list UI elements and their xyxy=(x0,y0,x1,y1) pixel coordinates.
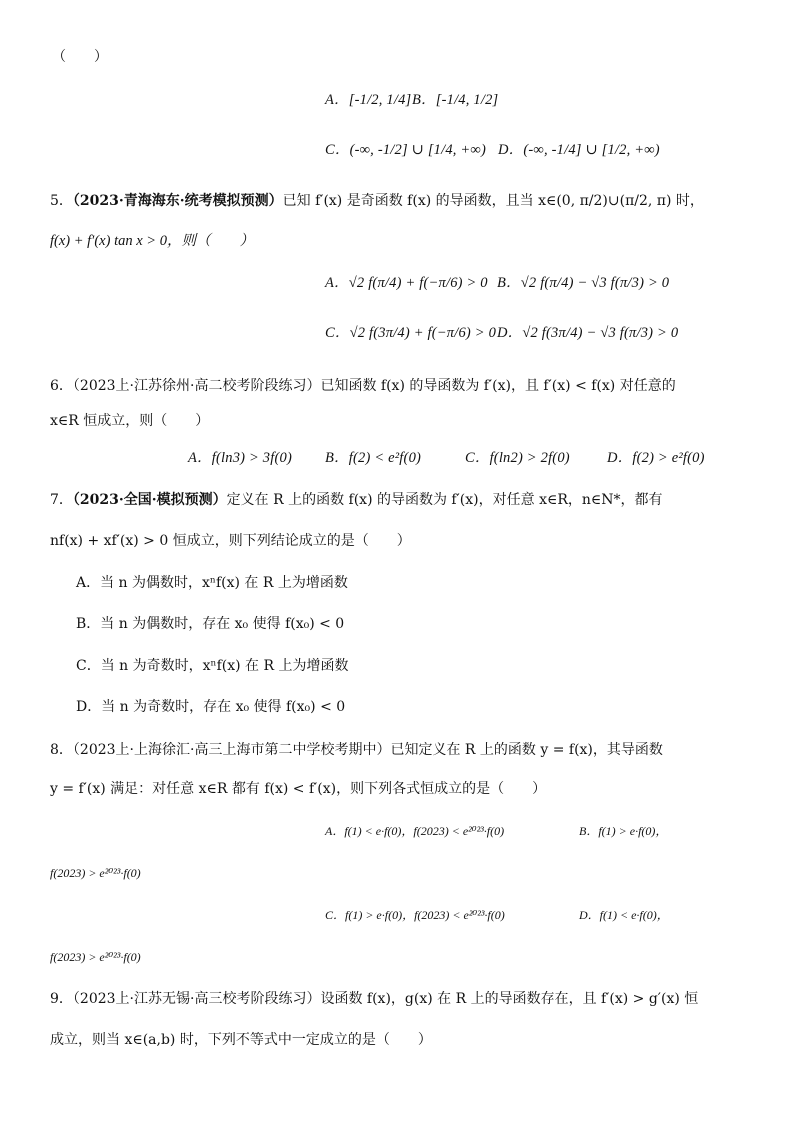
q4-option-c: C．(-∞, -1/2] ∪ [1/4, +∞) xyxy=(325,142,486,158)
q5-header xyxy=(50,191,704,211)
q7-option-b: B．当 n 为偶数时，存在 x₀ 使得 f(x₀) < 0 xyxy=(76,616,345,632)
q8-option-c: C．f(1) > e·f(0)，f(2023) < e²⁰²³·f(0) xyxy=(325,908,505,922)
q9-number: 9． xyxy=(50,991,73,1007)
q7-option-d: D．当 n 为奇数时，存在 x₀ 使得 f(x₀) < 0 xyxy=(76,699,346,715)
q9-header xyxy=(50,989,698,1009)
q5-source: （2023·青海海东·统考模拟预测） xyxy=(72,193,283,209)
q8-number: 8． xyxy=(50,742,73,758)
q6-option-b: B．f(2) < e²f(0) xyxy=(325,450,422,466)
q7-number: 7． xyxy=(50,492,73,508)
q8-option-b-continued: f(2023) > e²⁰²³·f(0) xyxy=(50,866,141,880)
q6-header xyxy=(50,376,676,396)
q5-option-d: D．√2 f(3π/4) − √3 f(π/3) > 0 xyxy=(497,325,679,341)
q7-source: （2023·全国·模拟预测） xyxy=(72,492,227,508)
q5-option-b: B．√2 f(π/4) − √3 f(π/3) > 0 xyxy=(497,275,670,291)
q9-source: （2023上·江苏无锡·高三校考阶段练习） xyxy=(72,991,321,1007)
q8-option-b: B．f(1) > e·f(0)， xyxy=(579,824,668,838)
q4-option-a: A．[-1/2, 1/4] xyxy=(325,92,412,108)
q8-option-d: D．f(1) < e·f(0)， xyxy=(579,908,669,922)
q7-option-c: C．当 n 为奇数时，xⁿf(x) 在 R 上为增函数 xyxy=(76,658,349,674)
q7-stem-2: nf(x) + xf′(x) > 0 恒成立，则下列结论成立的是（ ） xyxy=(50,533,411,549)
q6-stem-2: x∈R 恒成立，则（ ） xyxy=(50,413,210,429)
q7-stem-1: 定义在 R 上的函数 f(x) 的导函数为 f′(x)，对任意 x∈R，n∈N*，都有 xyxy=(226,492,663,508)
q5-option-c: C．√2 f(3π/4) + f(−π/6) > 0 xyxy=(325,325,497,341)
q8-stem-2: y = f′(x) 满足：对任意 x∈R 都有 f(x) < f′(x)，则下列各式恒成立的是（ ） xyxy=(50,781,547,797)
q4-answer-blank: （ ） xyxy=(52,49,108,65)
q8-option-d-continued: f(2023) > e²⁰²³·f(0) xyxy=(50,950,141,964)
q4-option-b: B．[-1/4, 1/2] xyxy=(412,92,499,108)
q4-option-d: D．(-∞, -1/4] ∪ [1/2, +∞) xyxy=(498,142,660,158)
q5-stem-2: f(x) + f′(x) tan x > 0，则（ ） xyxy=(50,233,254,249)
q8-option-a: A．f(1) < e·f(0)，f(2023) < e²⁰²³·f(0) xyxy=(325,824,505,838)
q7-header xyxy=(50,490,663,510)
q6-number: 6． xyxy=(50,378,73,394)
q8-header xyxy=(50,740,663,760)
q6-option-c: C．f(ln2) > 2f(0) xyxy=(465,450,570,466)
q7-option-a: A．当 n 为偶数时，xⁿf(x) 在 R 上为增函数 xyxy=(76,575,348,591)
q6-option-d: D．f(2) > e²f(0) xyxy=(607,450,705,466)
q5-number: 5． xyxy=(50,193,73,209)
q8-source: （2023上·上海徐汇·高三上海市第二中学校考期中） xyxy=(72,742,391,758)
q5-option-a: A．√2 f(π/4) + f(−π/6) > 0 xyxy=(325,275,488,291)
q9-stem-1: 设函数 f(x)，g(x) 在 R 上的导函数存在，且 f′(x) > g′(x) 恒 xyxy=(320,991,699,1007)
q5-stem-1: 已知 f′(x) 是奇函数 f(x) 的导函数，且当 x∈(0, π/2)∪(π/2, π) 时， xyxy=(282,193,704,209)
q9-stem-2: 成立，则当 x∈(a,b) 时，下列不等式中一定成立的是（ ） xyxy=(50,1032,432,1048)
q6-option-a: A．f(ln3) > 3f(0) xyxy=(188,450,292,466)
q8-stem-1: 已知定义在 R 上的函数 y = f(x)，其导函数 xyxy=(390,742,663,758)
q6-stem-1: 已知函数 f(x) 的导函数为 f′(x)，且 f′(x) < f(x) 对任意的 xyxy=(320,378,676,394)
q6-source: （2023上·江苏徐州·高二校考阶段练习） xyxy=(72,378,321,394)
